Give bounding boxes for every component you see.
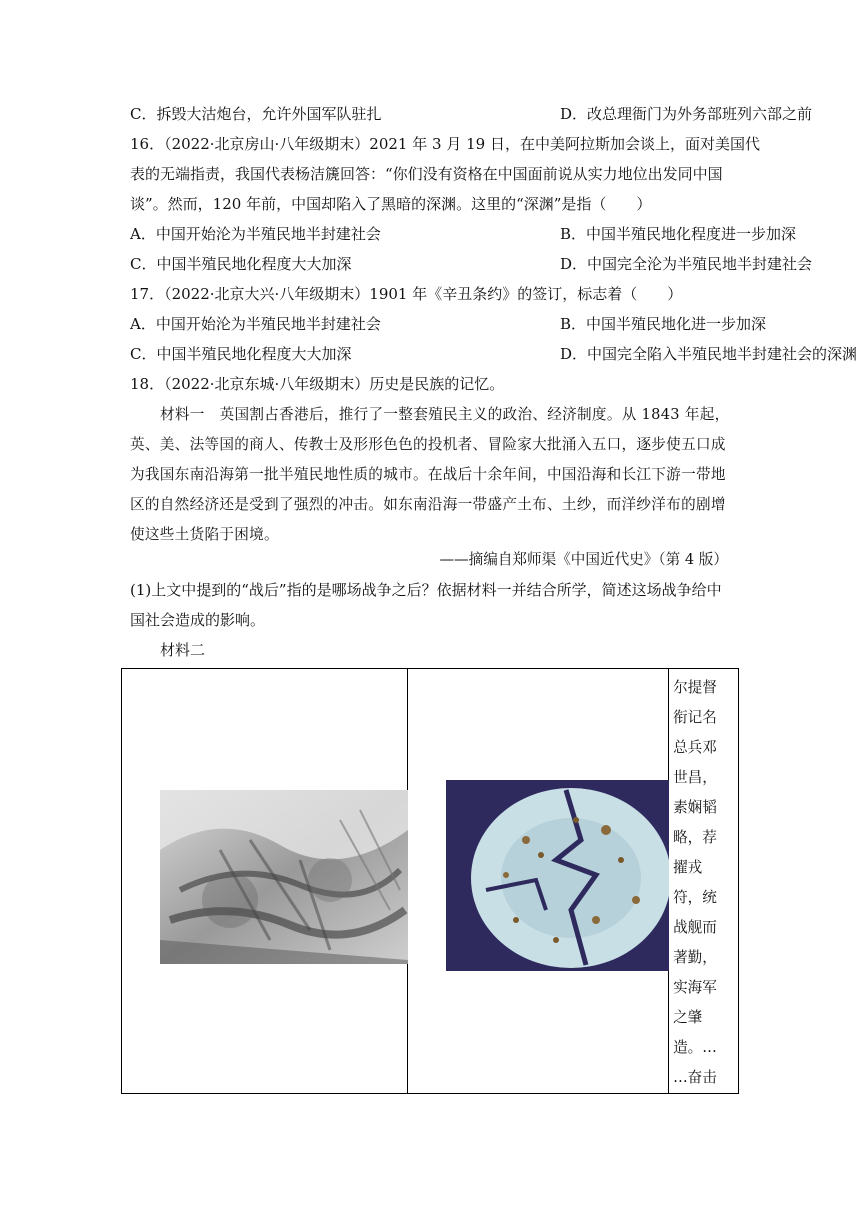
material2-label: 材料二 [160,641,206,659]
q17-option-b: B．中国半殖民地化进一步加深 [560,315,767,333]
q17-options-row-2 [130,344,858,364]
q17-stem: 17．（2022·北京大兴·八年级期末）1901 年《辛丑条约》的签订，标志着（ ） [130,285,683,303]
q18-sub1-line-1: (1)上文中提到的“战后”指的是哪场战争之后？依据材料一并结合所学，简述这场战争给中 [130,581,722,599]
inscription-line: 尔提督 [673,679,717,696]
inscription-cell [669,669,739,1094]
q16-stem-line-2: 表的无端指责，我国代表杨洁篪回答：“你们没有资格在中国面前说从实力地位出发同中国 [130,165,723,183]
material1-line-1: 材料一 英国割占香港后，推行了一整套殖民主义的政治、经济制度。从 1843 年起， [160,406,730,423]
inscription-line: 之肇 [673,1009,703,1026]
inscription-line: 造。… [673,1039,717,1056]
q16-option-b: B．中国半殖民地化程度进一步加深 [560,225,797,243]
q15-options [130,104,813,124]
q16-option-c: C．中国半殖民地化程度大大加深 [130,255,352,273]
q15-option-c: C．拆毁大沽炮台，允许外国军队驻扎 [130,105,382,123]
porcelain-plate-image [446,780,669,971]
inscription-line: 世昌， [673,769,717,786]
q18-stem: 18．（2022·北京东城·八年级期末）历史是民族的记忆。 [130,375,505,393]
q17-options-row-1 [130,314,767,334]
inscription-line: 擢戎 [673,859,703,876]
q16-stem-line-1: 16．（2022·北京房山·八年级期末）2021 年 3 月 19 日，在中美阿拉斯加会谈上，面对美国代 [130,135,760,153]
q18-sub1-line-2: 国社会造成的影响。 [130,611,266,629]
q16-stem-line-3: 谈”。然而，120 年前，中国却陷入了黑暗的深渊。这里的“深渊”是指（ ） [130,195,652,213]
q16-option-a: A．中国开始沦为半殖民地半封建社会 [130,225,381,243]
inscription-line: 战舰而 [673,919,717,936]
battle-painting-image [160,790,408,964]
battle-painting-cell [122,669,408,1094]
material2-table [121,668,739,1094]
inscription-line: 总兵邓 [673,739,717,756]
q17-option-d: D．中国完全陷入半殖民地半封建社会的深渊 [560,345,858,363]
material1-line-2: 英、美、法等国的商人、传教士及形形色色的投机者、冒险家大批涌入五口，逐步使五口成 [130,436,726,453]
inscription-line: 实海军 [673,979,717,996]
inscription-line: …奋击 [673,1069,717,1086]
inscription-text [669,669,738,1093]
inscription-line: 略，荐 [673,829,717,846]
q16-options-row-1 [130,224,797,244]
material1-line-5: 使这些土货陷于困境。 [130,526,279,543]
q17-option-c: C．中国半殖民地化程度大大加深 [130,345,352,363]
q15-option-d: D．改总理衙门为外务部班列六部之前 [560,105,813,123]
inscription-line: 素娴韬 [673,799,717,816]
q16-options-row-2 [130,254,813,274]
porcelain-plate-cell [407,669,668,1094]
inscription-line: 衔记名 [673,709,717,726]
q17-option-a: A．中国开始沦为半殖民地半封建社会 [130,315,381,333]
material1-line-3: 为我国东南沿海第一批半殖民地性质的城市。在战后十余年间，中国沿海和长江下游一带地 [130,466,726,483]
q16-option-d: D．中国完全沦为半殖民地半封建社会 [560,255,813,273]
material1-source: ——摘编自郑师渠《中国近代史》（第 4 版） [439,551,728,568]
inscription-line: 著勤， [673,949,717,966]
inscription-line: 符，统 [673,889,717,906]
material1-line-4: 区的自然经济还是受到了强烈的冲击。如东南沿海一带盛产土布、土纱，而洋纱洋布的剧增 [130,496,726,513]
